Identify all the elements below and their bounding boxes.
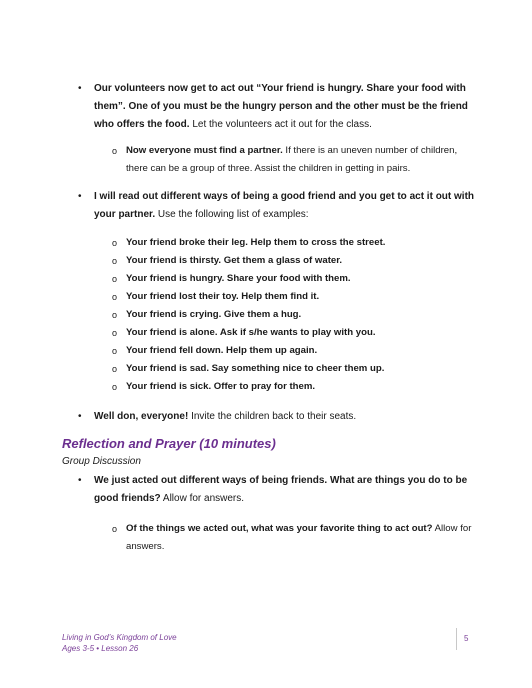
bullet-icon: • bbox=[78, 411, 82, 422]
example-item: o Your friend is crying. Give them a hug. bbox=[112, 306, 472, 324]
item-text: Our volunteers now get to act out “Your friend is hungry. Share your food with them”. One of you must be the hungry person and the other must be the friend who offers the food. Let the volunteers act it out for the class. bbox=[94, 83, 468, 130]
example-item: o Your friend is hungry. Share your food with them. bbox=[112, 270, 472, 288]
circle-bullet-icon: o bbox=[112, 256, 118, 266]
circle-bullet-icon: o bbox=[112, 146, 118, 156]
footer-line-1: Living in God’s Kingdom of Love bbox=[62, 633, 177, 642]
item-text: We just acted out different ways of being friends. What are things you do to be good friends? Allow for answers. bbox=[94, 475, 468, 504]
circle-bullet-icon: o bbox=[112, 328, 118, 338]
section-heading: Reflection and Prayer (10 minutes) bbox=[62, 436, 276, 451]
example-item: o Your friend broke their leg. Help them to cross the street. bbox=[112, 234, 472, 252]
item-text: Now everyone must find a partner. If there is an uneven number of children, there can be a group of three. Assist the children in getting in pairs. bbox=[126, 145, 458, 174]
list-item-well-done bbox=[78, 408, 478, 426]
footer-title bbox=[62, 632, 177, 654]
list-item-reflect bbox=[78, 472, 478, 508]
list-item-read-out bbox=[78, 188, 478, 224]
example-item: o Your friend is sick. Offer to pray for them. bbox=[112, 378, 472, 396]
circle-bullet-icon: o bbox=[112, 310, 118, 320]
circle-bullet-icon: o bbox=[112, 292, 118, 302]
circle-bullet-icon: o bbox=[112, 346, 118, 356]
item-text: I will read out different ways of being a good friend and you get to act it out with your partner. Use the following list of examples: bbox=[94, 191, 475, 220]
bullet-icon: • bbox=[78, 475, 82, 486]
sub-item-partner bbox=[112, 142, 472, 178]
example-item: o Your friend is alone. Ask if s/he wants to play with you. bbox=[112, 324, 472, 342]
page-number: 5 bbox=[464, 634, 469, 643]
section-subheading: Group Discussion bbox=[62, 456, 141, 467]
circle-bullet-icon: o bbox=[112, 524, 118, 534]
circle-bullet-icon: o bbox=[112, 238, 118, 248]
footer-divider bbox=[456, 628, 457, 650]
example-item: o Your friend is sad. Say something nice to cheer them up. bbox=[112, 360, 472, 378]
item-text: Of the things we acted out, what was your favorite thing to act out? Allow for answers. bbox=[126, 523, 472, 552]
circle-bullet-icon: o bbox=[112, 364, 118, 374]
example-item: o Your friend lost their toy. Help them find it. bbox=[112, 288, 472, 306]
sub-item-favorite bbox=[112, 520, 472, 556]
circle-bullet-icon: o bbox=[112, 382, 118, 392]
example-item: o Your friend is thirsty. Get them a glass of water. bbox=[112, 252, 472, 270]
bullet-icon: • bbox=[78, 83, 82, 94]
list-item-volunteers bbox=[78, 80, 478, 134]
bullet-icon: • bbox=[78, 191, 82, 202]
footer-line-2: Ages 3-5 • Lesson 26 bbox=[62, 644, 139, 653]
item-text: Well don, everyone! Invite the children back to their seats. bbox=[94, 411, 357, 422]
example-item: o Your friend fell down. Help them up again. bbox=[112, 342, 472, 360]
circle-bullet-icon: o bbox=[112, 274, 118, 284]
